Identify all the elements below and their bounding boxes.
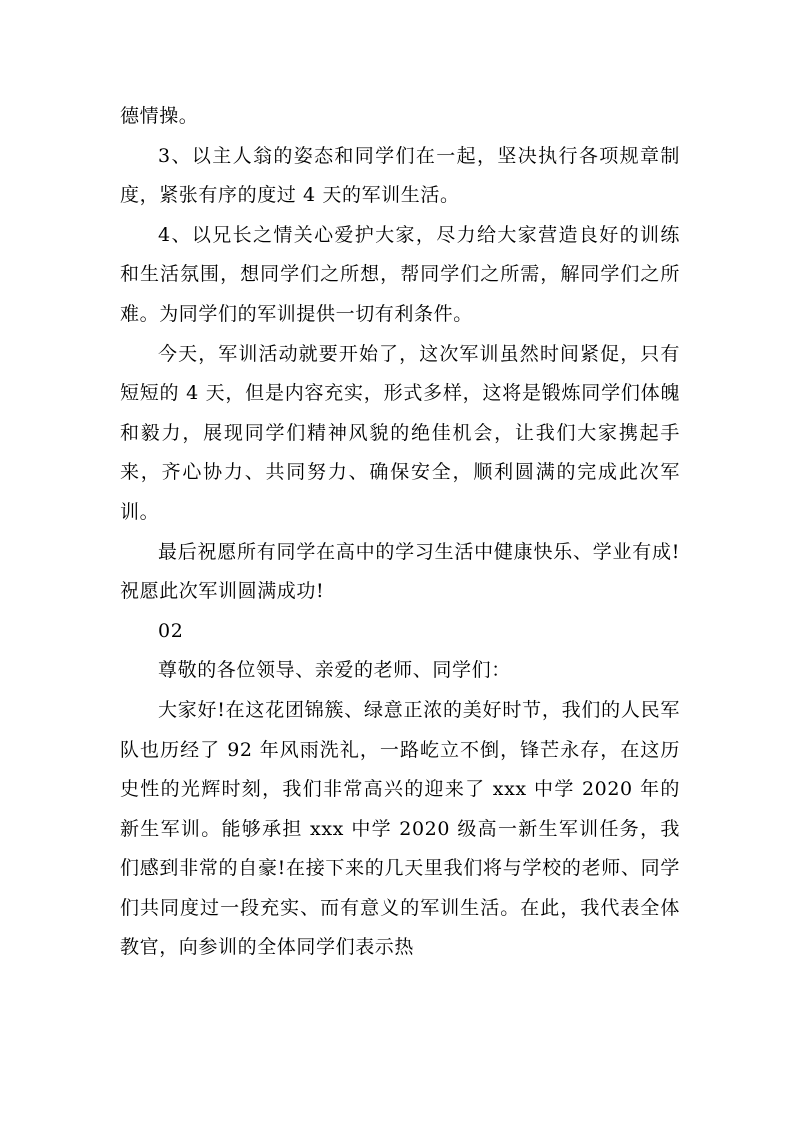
- paragraph-continuation: 德情操。: [120, 105, 199, 127]
- paragraph-item-4: 4、以兄长之情关心爱护大家，尽力给大家营造良好的训练和生活氛围，想同学们之所想，帮同学们之所需，解同学们之所难。为同学们的军训提供一切有利条件。: [120, 223, 680, 325]
- paragraph-today: 今天，军训活动就要开始了，这次军训虽然时间紧促，只有短短的 4 天，但是内容充实，形式多样，这将是锻炼同学们体魄和毅力，展现同学们精神风貌的绝佳机会，让我们大家携起手来，齐心协力、共同努力、确保安全，顺利圆满的完成此次军训。: [120, 342, 680, 523]
- section-number: 02: [158, 619, 184, 642]
- document-body: [120, 97, 680, 968]
- paragraph-item-3: 3、以主人翁的姿态和同学们在一起，坚决执行各项规章制度，紧张有序的度过 4 天的军训生活。: [120, 144, 680, 207]
- salutation: 尊敬的各位领导、亲爱的老师、同学们：: [158, 659, 511, 682]
- paragraph-greeting: 大家好!在这花团锦簇、绿意正浓的美好时节，我们的人民军队也历经了 92 年风雨洗礼，一路屹立不倒，锋芒永存，在这历史性的光辉时刻，我们非常高兴的迎来了 xxx 中学 2020 年的新生军训。能够承担 xxx 中学 2020 级高一新生军训任务，我们感到非常的自豪!在接下来的几天里我们将与学校的老师、同学们共同度过一段充实、而有意义的军训生活。在此，我代表全体教官，向参训的全体同学们表示热: [120, 698, 680, 959]
- paragraph-closing-wish: 最后祝愿所有同学在高中的学习生活中健康快乐、学业有成!祝愿此次军训圆满成功!: [120, 540, 680, 603]
